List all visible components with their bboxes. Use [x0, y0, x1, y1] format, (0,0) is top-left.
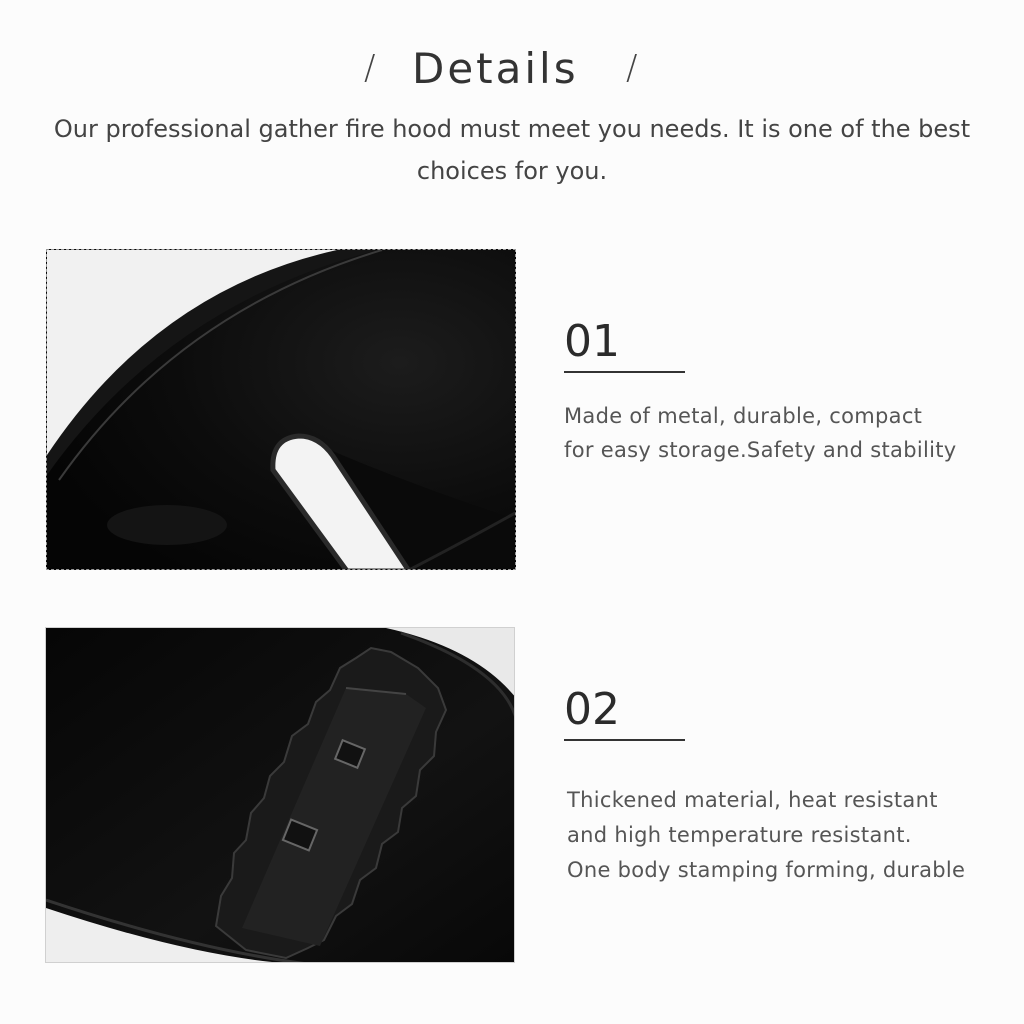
feature-line: and high temperature resistant. [567, 823, 912, 847]
feature-description [564, 399, 994, 467]
feature-number: 01 [564, 316, 620, 367]
page-title: Details [412, 44, 579, 93]
product-photo-clip-detail [45, 627, 515, 963]
feature-line: for easy storage.Safety and stability [564, 438, 957, 462]
feature-underline [564, 739, 685, 741]
feature-line: Thickened material, heat resistant [567, 788, 938, 812]
page-subtitle: Our professional gather fire hood must meet you needs. It is one of the best choices for you. [53, 115, 971, 185]
details-header [0, 44, 1024, 96]
title-slash-left: / [364, 48, 376, 88]
feature-line: One body stamping forming, durable [567, 858, 966, 882]
feature-description [567, 783, 997, 888]
feature-underline [564, 371, 685, 373]
feature-line: Made of metal, durable, compact [564, 404, 923, 428]
feature-02 [564, 683, 966, 882]
title-slash-right: / [626, 48, 638, 88]
feature-01 [564, 315, 957, 462]
feature-number: 02 [564, 684, 620, 735]
product-photo-slot-detail [46, 249, 516, 570]
